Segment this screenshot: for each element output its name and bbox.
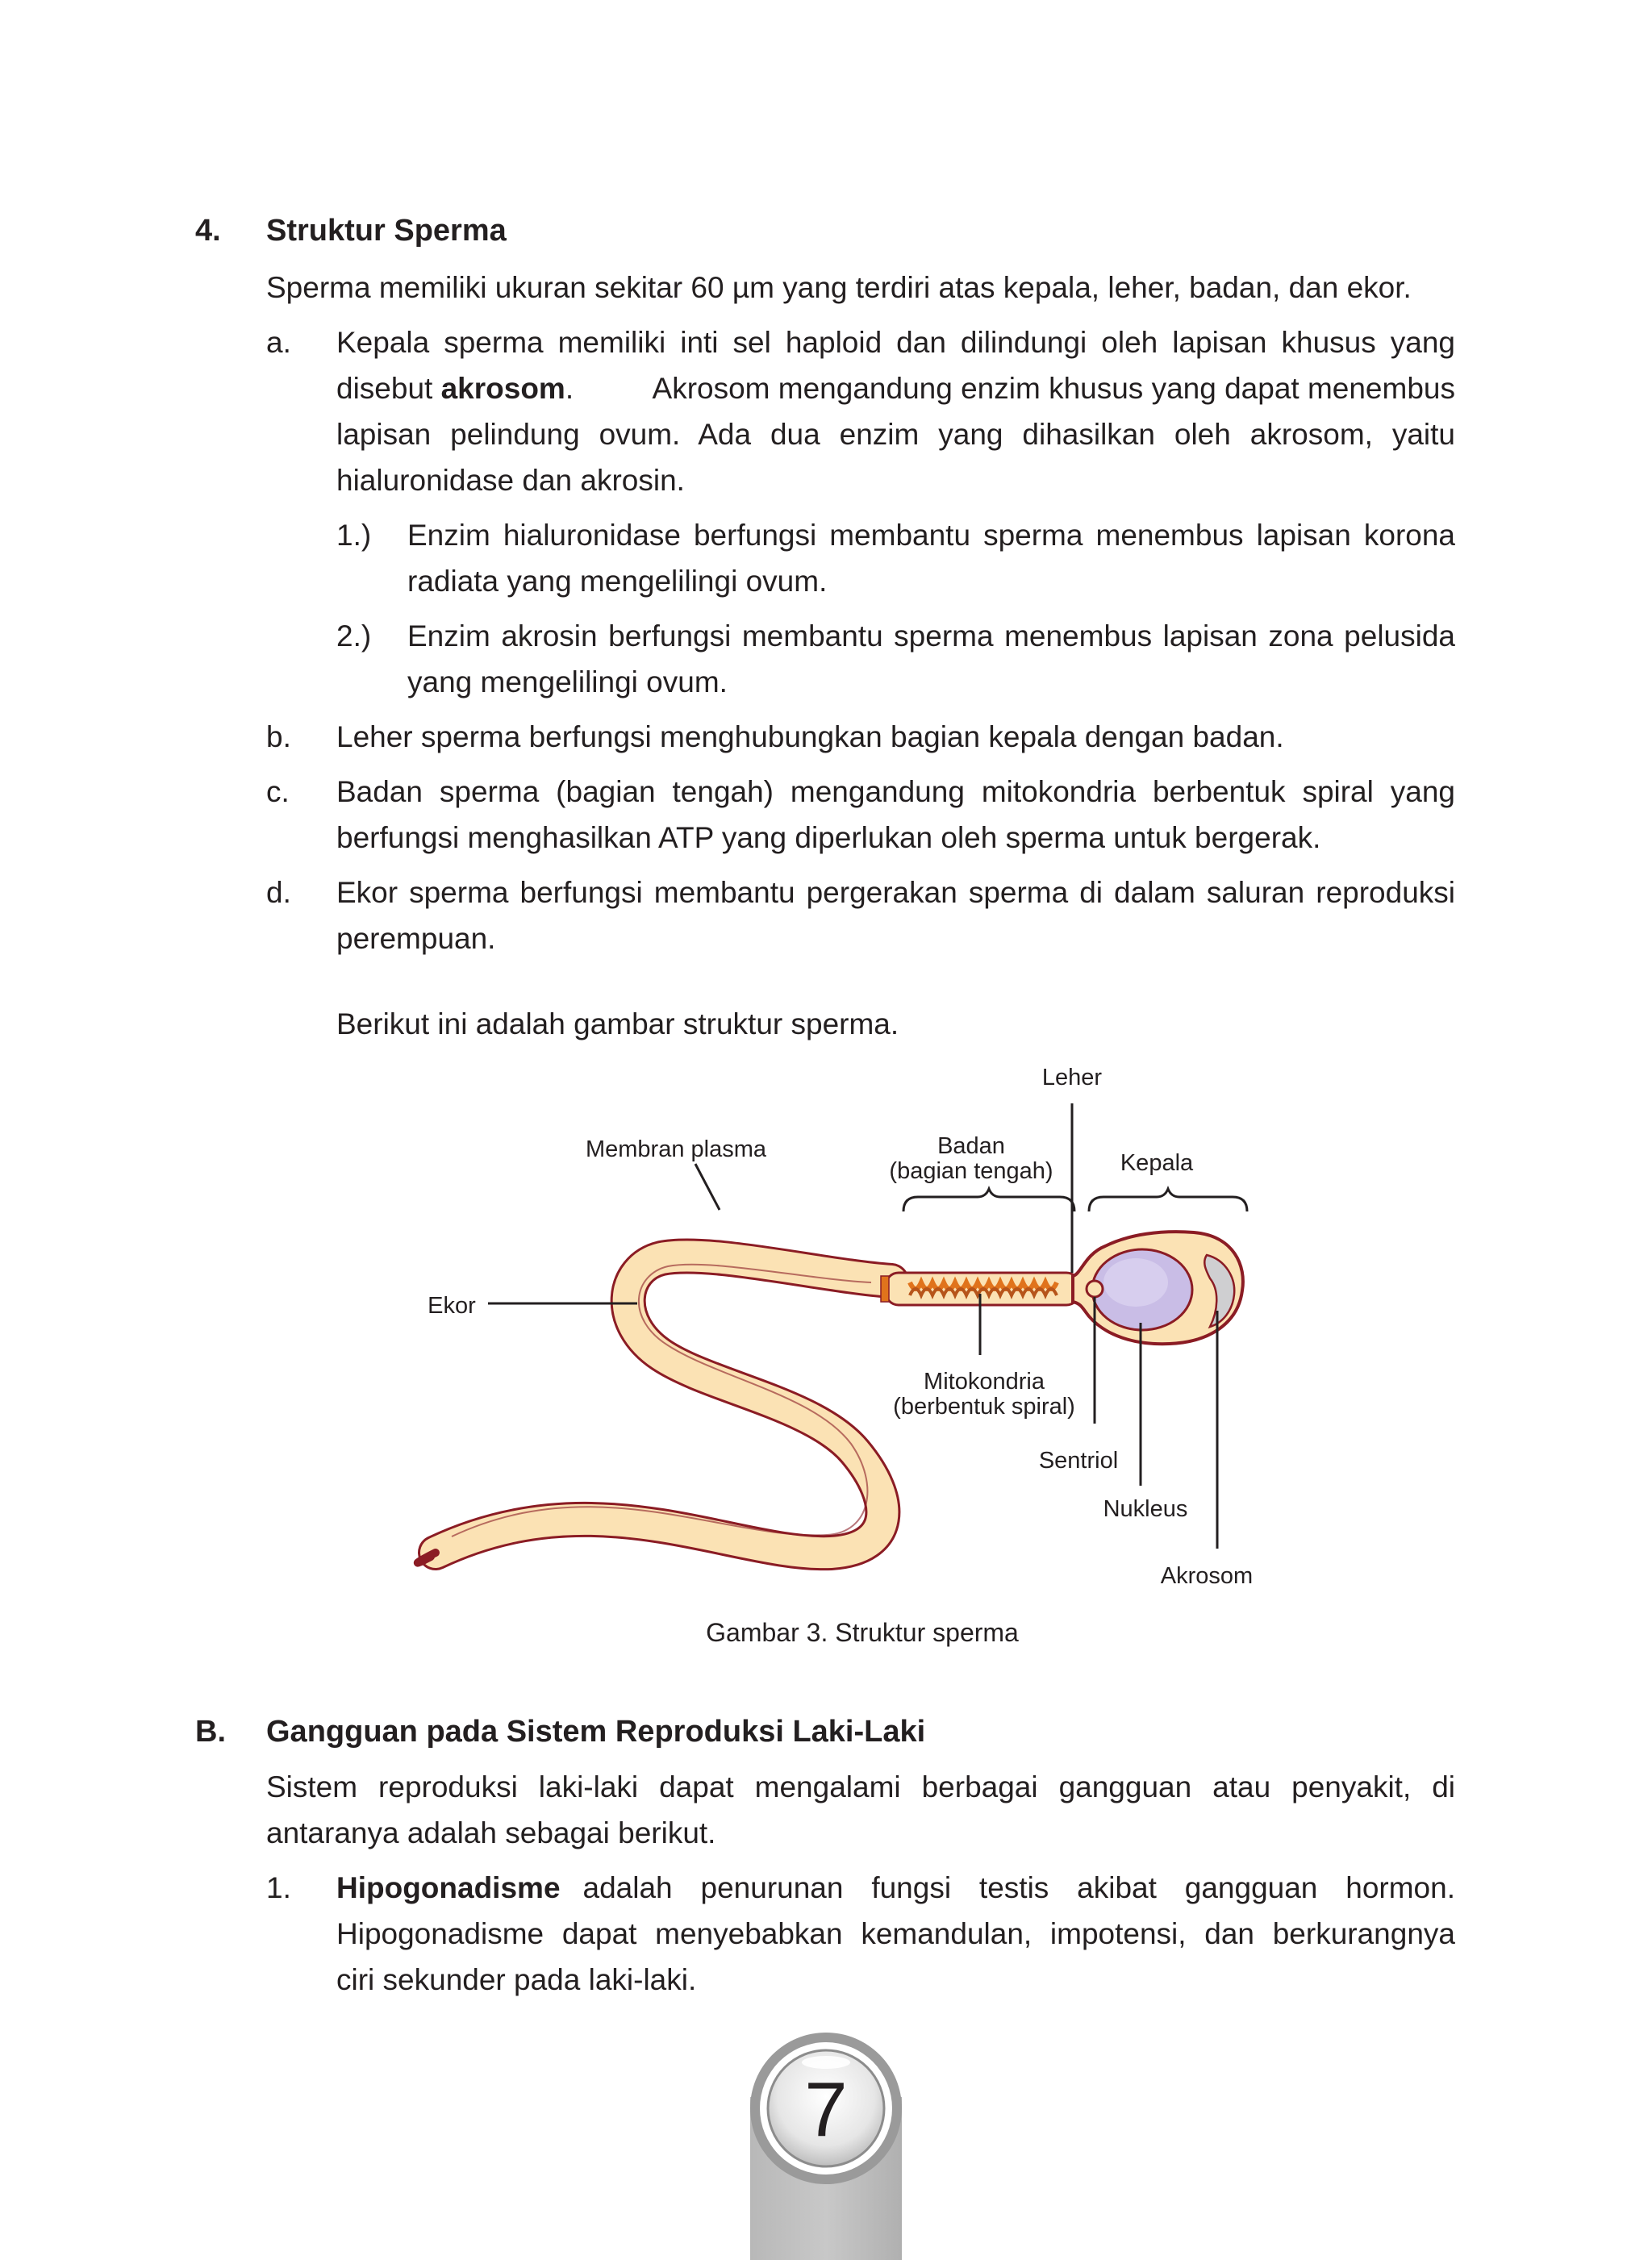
label-nukleus: Nukleus <box>1103 1496 1188 1522</box>
label-sentriol: Sentriol <box>1038 1448 1119 1474</box>
label-akrosom: Akrosom <box>1160 1563 1254 1589</box>
section-number: 4. <box>195 214 221 248</box>
item-d-line-1: Ekor sperma berfungsi membantu pergerakan sperma di dalam saluran reproduksi <box>336 876 1455 909</box>
subitem-2-line-1: Enzim akrosin berfungsi membantu sperma menembus lapisan zona pelusida <box>407 619 1455 653</box>
item-a-line-3: lapisan pelindung ovum. Ada dua enzim yang dihasilkan oleh akrosom, yaitu <box>336 418 1455 451</box>
item-a-period: . <box>565 372 574 405</box>
label-badan-sub: (bagian tengah) <box>889 1158 1053 1184</box>
item-a-line-1: Kepala sperma memiliki inti sel haploid dan dilindungi oleh lapisan khusus yang <box>336 326 1455 359</box>
item-b-marker: b. <box>266 720 291 753</box>
sectionB-item-1-line-3: ciri sekunder pada laki-laki. <box>336 1963 697 1996</box>
subitem-1-marker: 1.) <box>336 519 372 552</box>
hipogonadisme-term: Hipogonadisme <box>336 1871 561 1904</box>
item-a-marker: a. <box>266 326 291 359</box>
akrosom-term: akrosom <box>440 372 565 405</box>
figure-caption: Gambar 3. Struktur sperma <box>706 1618 1019 1647</box>
label-kepala: Kepala <box>1120 1150 1194 1176</box>
item-c-marker: c. <box>266 775 290 808</box>
label-mitokondria: Mitokondria <box>924 1369 1045 1395</box>
label-mitokondria-sub: (berbentuk spiral) <box>893 1394 1075 1420</box>
sectionB-letter: B. <box>195 1715 226 1749</box>
sectionB-item-1-line-1-rest: adalah penurunan fungsi testis akibat gangguan hormon. <box>582 1871 1455 1904</box>
label-badan: Badan <box>937 1133 1005 1159</box>
subitem-1-line-1: Enzim hialuronidase berfungsi membantu sperma menembus lapisan korona <box>407 519 1455 552</box>
item-d-marker: d. <box>266 876 291 909</box>
item-c-line-2: berfungsi menghasilkan ATP yang diperlukan oleh sperma untuk bergerak. <box>336 821 1321 854</box>
figure-intro: Berikut ini adalah gambar struktur sperma. <box>336 1007 899 1040</box>
sectionB-item-1-marker: 1. <box>266 1871 291 1904</box>
item-a-line-4: hialuronidase dan akrosin. <box>336 464 685 497</box>
label-membran-plasma: Membran plasma <box>585 1136 767 1162</box>
item-b-line-1: Leher sperma berfungsi menghubungkan bagian kepala dengan badan. <box>336 720 1284 753</box>
subitem-2-line-2: yang mengelilingi ovum. <box>407 665 728 698</box>
sectionB-title: Gangguan pada Sistem Reproduksi Laki-Laki <box>266 1715 926 1749</box>
sectionB-item-1-line-2: Hipogonadisme dapat menyebabkan kemandulan, impotensi, dan berkurangnya <box>336 1917 1455 1950</box>
section-intro: Sperma memiliki ukuran sekitar 60 µm yang terdiri atas kepala, leher, badan, dan ekor. <box>266 271 1412 304</box>
subitem-2-marker: 2.) <box>336 619 372 653</box>
section-title: Struktur Sperma <box>266 214 507 248</box>
item-d-line-2: perempuan. <box>336 922 496 955</box>
item-c-line-1: Badan sperma (bagian tengah) mengandung mitokondria berbentuk spiral yang <box>336 775 1455 808</box>
item-a-line-2-rest: Akrosom mengandung enzim khusus yang dapat menembus <box>652 372 1455 405</box>
sectionB-intro-line-1: Sistem reproduksi laki-laki dapat mengalami berbagai gangguan atau penyakit, di <box>266 1770 1455 1803</box>
label-leher: Leher <box>1041 1065 1103 1090</box>
sectionB-intro-line-2: antaranya adalah sebagai berikut. <box>266 1816 716 1849</box>
page-number: 7 <box>804 2066 848 2153</box>
label-ekor: Ekor <box>428 1293 476 1319</box>
item-a-prefix: disebut <box>336 372 433 405</box>
subitem-1-line-2: radiata yang mengelilingi ovum. <box>407 565 828 598</box>
